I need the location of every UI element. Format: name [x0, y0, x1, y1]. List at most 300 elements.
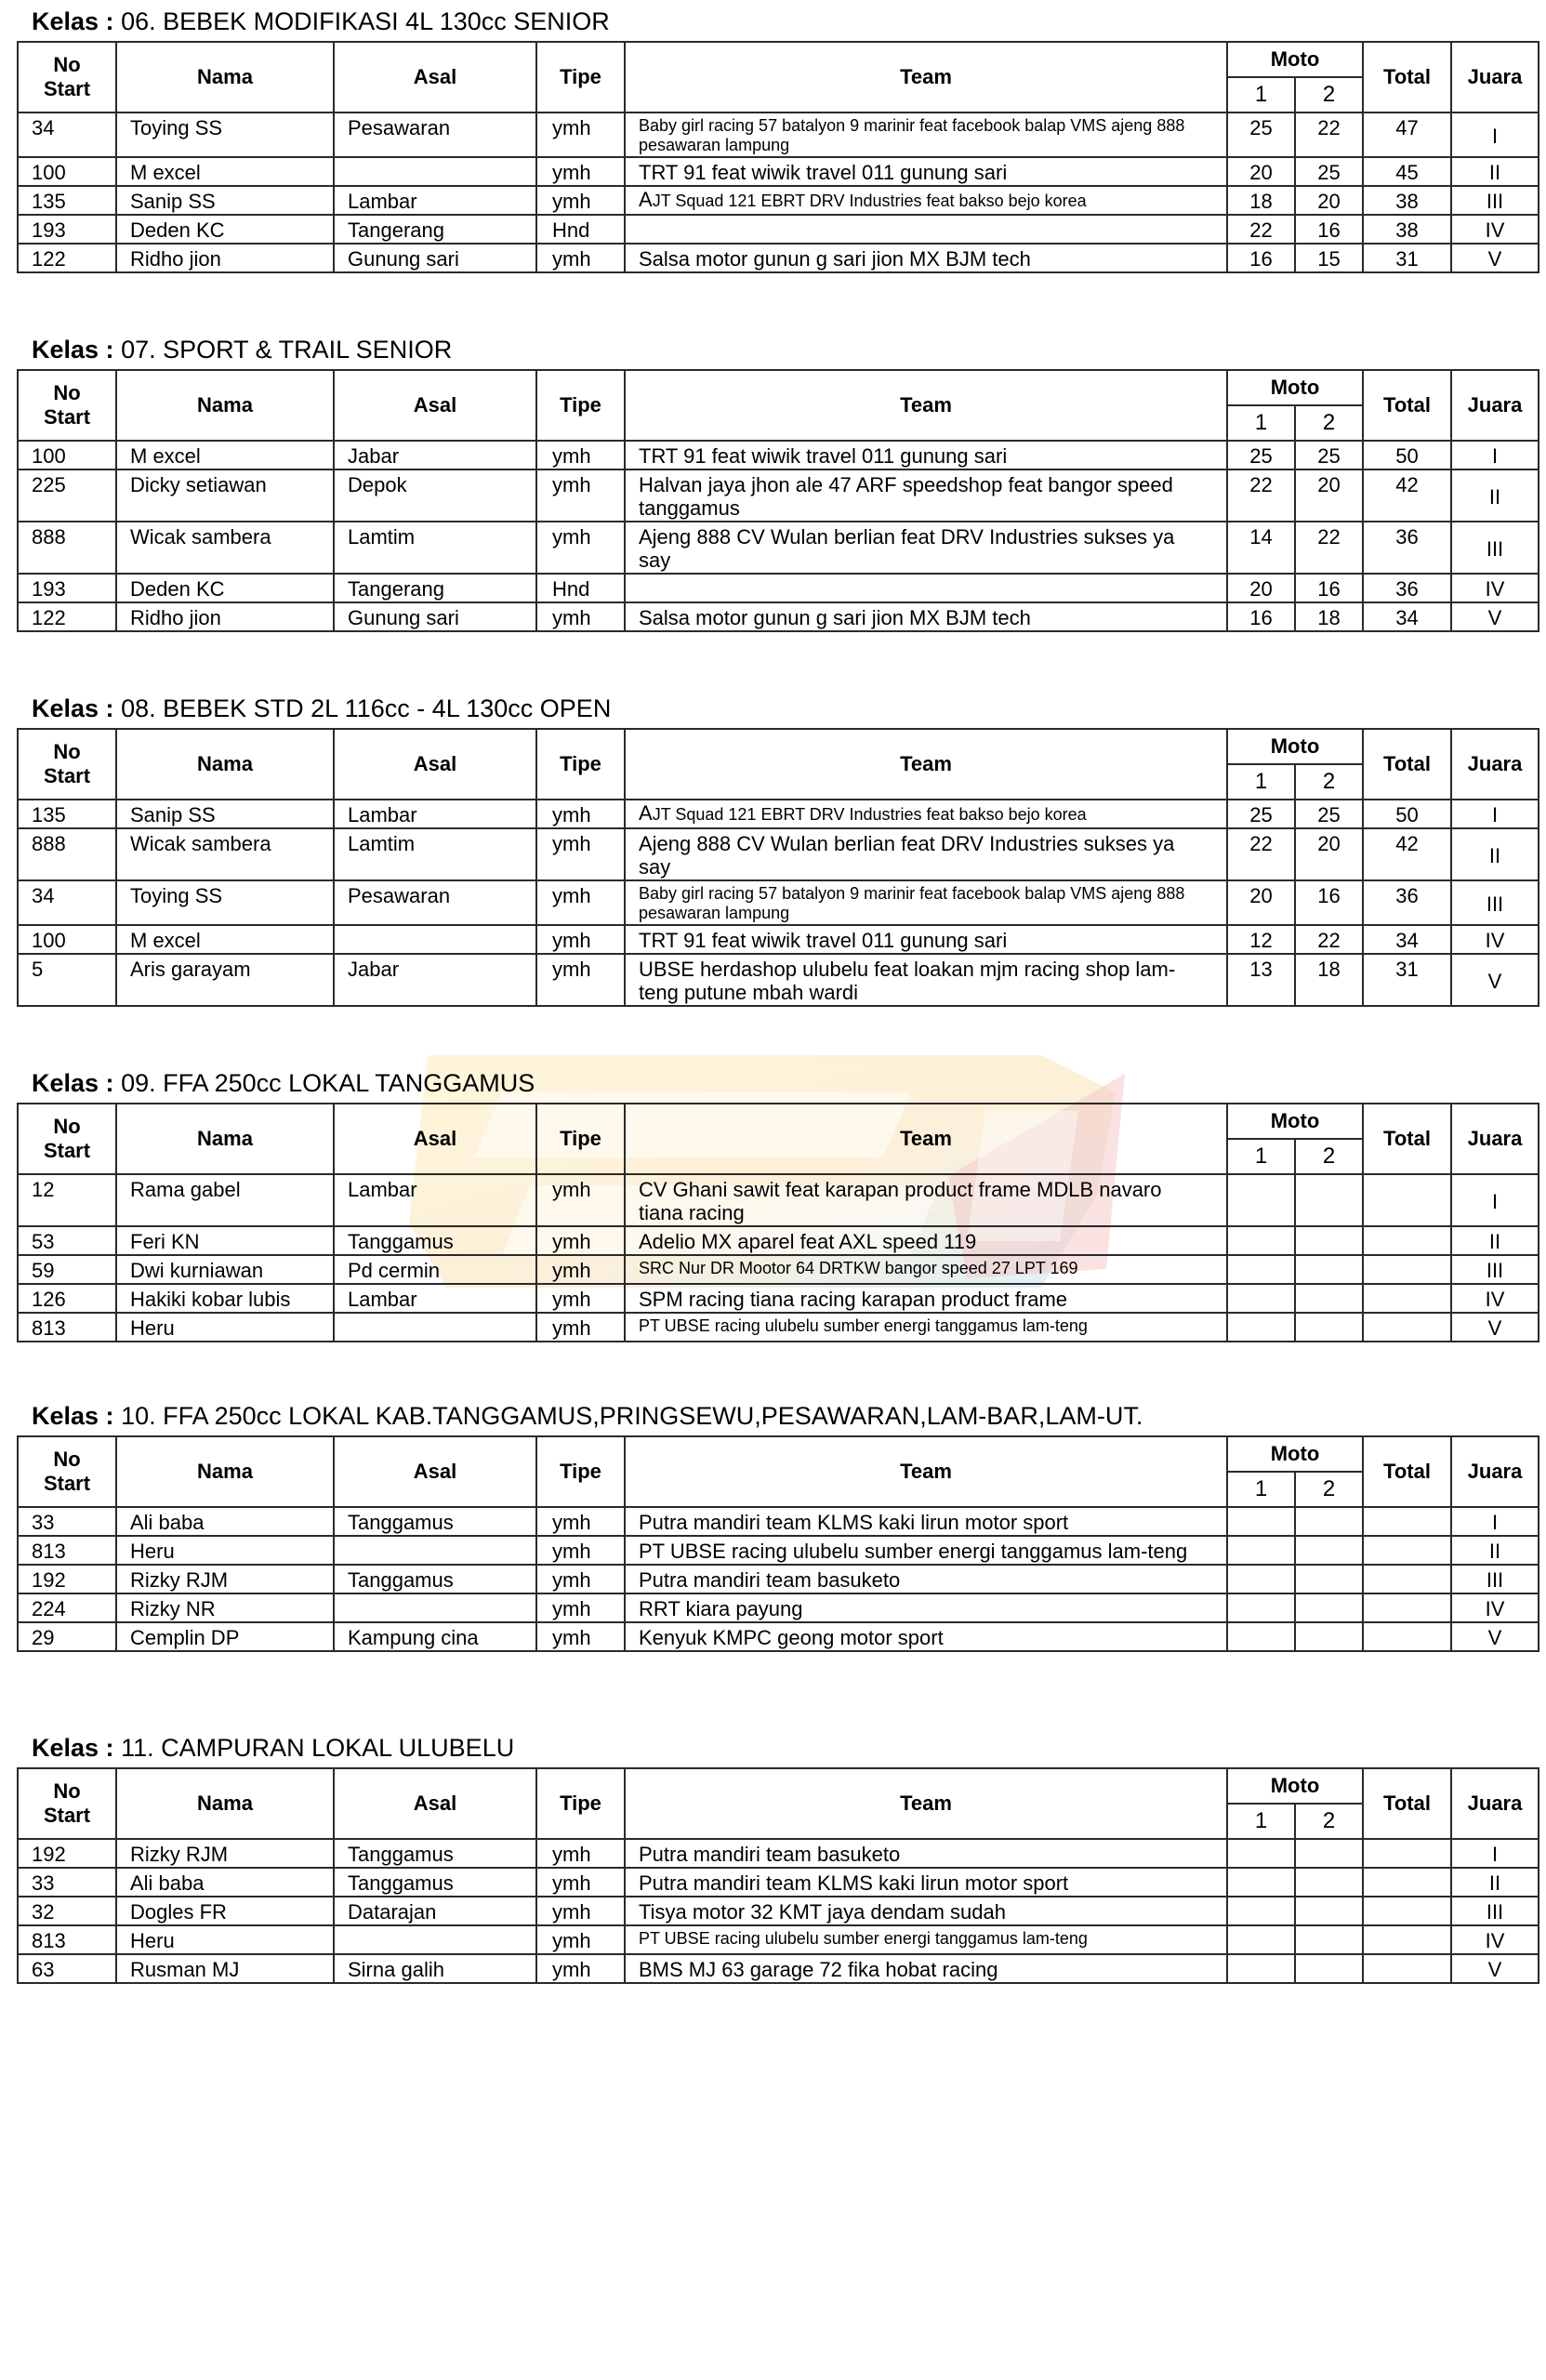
no-start: 135 — [18, 800, 116, 828]
moto-2-score — [1295, 1839, 1363, 1868]
moto-2-score: 22 — [1295, 925, 1363, 954]
origin: Gunung sari — [334, 602, 536, 631]
origin: Datarajan — [334, 1897, 536, 1925]
origin: Tanggamus — [334, 1565, 536, 1593]
total-score: 50 — [1363, 441, 1451, 469]
bike-type: ymh — [536, 244, 625, 272]
class-title: Kelas : 10. FFA 250cc LOKAL KAB.TANGGAMUS,PRINGSEWU,PESAWARAN,LAM-BAR,LAM-UT. — [32, 1402, 1143, 1430]
col-moto-2: 2 — [1295, 764, 1363, 800]
col-moto-1: 1 — [1227, 1472, 1295, 1507]
results-table — [17, 1767, 1539, 1984]
table-row — [18, 1868, 1539, 1897]
col-moto: Moto — [1227, 370, 1363, 405]
col-no-start: No Start — [18, 729, 116, 800]
team-name: PT UBSE racing ulubelu sumber energi tanggamus lam-teng — [625, 1925, 1227, 1954]
no-start: 33 — [18, 1868, 116, 1897]
team-name: UBSE herdashop ulubelu feat loakan mjm racing shop lam-teng putune mbah wardi — [625, 954, 1227, 1006]
col-total: Total — [1363, 370, 1451, 441]
origin: Lamtim — [334, 522, 536, 574]
total-score: 47 — [1363, 112, 1451, 157]
bike-type: ymh — [536, 1897, 625, 1925]
rider-name: Ridho jion — [116, 244, 334, 272]
team-name: Salsa motor gunun g sari jion MX BJM tech — [625, 602, 1227, 631]
bike-type: ymh — [536, 602, 625, 631]
moto-1-score — [1227, 1507, 1295, 1536]
total-score: 36 — [1363, 522, 1451, 574]
col-total: Total — [1363, 1104, 1451, 1174]
moto-1-score: 25 — [1227, 112, 1295, 157]
moto-2-score: 20 — [1295, 828, 1363, 880]
col-nama: Nama — [116, 42, 334, 112]
col-juara: Juara — [1451, 1768, 1539, 1839]
team-name — [625, 574, 1227, 602]
moto-2-score — [1295, 1954, 1363, 1983]
total-score — [1363, 1954, 1451, 1983]
bike-type: ymh — [536, 954, 625, 1006]
col-asal: Asal — [334, 1768, 536, 1839]
col-team: Team — [625, 42, 1227, 112]
rank: III — [1451, 1255, 1539, 1284]
no-start: 193 — [18, 574, 116, 602]
bike-type: ymh — [536, 1622, 625, 1651]
total-score: 31 — [1363, 954, 1451, 1006]
moto-1-score — [1227, 1954, 1295, 1983]
moto-2-score — [1295, 1622, 1363, 1651]
total-score — [1363, 1925, 1451, 1954]
col-moto-1: 1 — [1227, 764, 1295, 800]
team-name: AJT Squad 121 EBRT DRV Industries feat bakso bejo korea — [625, 800, 1227, 828]
class-title: Kelas : 06. BEBEK MODIFIKASI 4L 130cc SENIOR — [32, 7, 610, 35]
no-start: 888 — [18, 522, 116, 574]
col-tipe: Tipe — [536, 729, 625, 800]
moto-2-score: 18 — [1295, 954, 1363, 1006]
rank: IV — [1451, 215, 1539, 244]
total-score — [1363, 1536, 1451, 1565]
origin: Tanggamus — [334, 1226, 536, 1255]
origin — [334, 1313, 536, 1342]
rank: II — [1451, 157, 1539, 186]
col-asal: Asal — [334, 1436, 536, 1507]
table-row — [18, 1255, 1539, 1284]
no-start: 100 — [18, 157, 116, 186]
moto-2-score: 16 — [1295, 215, 1363, 244]
rider-name: Hakiki kobar lubis — [116, 1284, 334, 1313]
moto-2-score: 16 — [1295, 880, 1363, 925]
results-table — [17, 728, 1539, 1007]
col-no-start: No Start — [18, 1104, 116, 1174]
no-start: 34 — [18, 112, 116, 157]
total-score: 34 — [1363, 925, 1451, 954]
team-name: PT UBSE racing ulubelu sumber energi tanggamus lam-teng — [625, 1313, 1227, 1342]
total-score — [1363, 1897, 1451, 1925]
moto-1-score: 25 — [1227, 441, 1295, 469]
table-row — [18, 186, 1539, 215]
col-team: Team — [625, 1768, 1227, 1839]
rider-name: Heru — [116, 1925, 334, 1954]
col-tipe: Tipe — [536, 1436, 625, 1507]
moto-1-score — [1227, 1565, 1295, 1593]
moto-2-score — [1295, 1925, 1363, 1954]
rank: I — [1451, 800, 1539, 828]
team-name: Salsa motor gunun g sari jion MX BJM tech — [625, 244, 1227, 272]
table-row — [18, 574, 1539, 602]
bike-type: ymh — [536, 1507, 625, 1536]
table-row — [18, 1897, 1539, 1925]
class-section-09 — [17, 1069, 1538, 1342]
rank: V — [1451, 954, 1539, 1006]
origin: Gunung sari — [334, 244, 536, 272]
team-name: Halvan jaya jhon ale 47 ARF speedshop feat bangor speed tanggamus — [625, 469, 1227, 522]
moto-1-score: 14 — [1227, 522, 1295, 574]
col-team: Team — [625, 729, 1227, 800]
rider-name: Ali baba — [116, 1507, 334, 1536]
table-row — [18, 800, 1539, 828]
moto-2-score — [1295, 1174, 1363, 1226]
rank: I — [1451, 112, 1539, 157]
team-name: Kenyuk KMPC geong motor sport — [625, 1622, 1227, 1651]
rider-name: Rizky RJM — [116, 1565, 334, 1593]
no-start: 63 — [18, 1954, 116, 1983]
class-section-08 — [17, 694, 1538, 1007]
col-asal: Asal — [334, 42, 536, 112]
col-juara: Juara — [1451, 1104, 1539, 1174]
col-moto-2: 2 — [1295, 77, 1363, 112]
col-total: Total — [1363, 729, 1451, 800]
moto-2-score — [1295, 1897, 1363, 1925]
rank: III — [1451, 880, 1539, 925]
no-start: 813 — [18, 1925, 116, 1954]
bike-type: ymh — [536, 1954, 625, 1983]
total-score: 38 — [1363, 215, 1451, 244]
table-row — [18, 1622, 1539, 1651]
moto-1-score: 22 — [1227, 828, 1295, 880]
moto-1-score — [1227, 1226, 1295, 1255]
origin: Tanggamus — [334, 1839, 536, 1868]
col-team: Team — [625, 1436, 1227, 1507]
no-start: 122 — [18, 244, 116, 272]
moto-1-score — [1227, 1313, 1295, 1342]
rider-name: Cemplin DP — [116, 1622, 334, 1651]
rider-name: Feri KN — [116, 1226, 334, 1255]
rider-name: Toying SS — [116, 880, 334, 925]
origin: Jabar — [334, 441, 536, 469]
table-row — [18, 1565, 1539, 1593]
col-moto: Moto — [1227, 42, 1363, 77]
moto-1-score — [1227, 1622, 1295, 1651]
col-total: Total — [1363, 42, 1451, 112]
rank: IV — [1451, 1284, 1539, 1313]
table-row — [18, 522, 1539, 574]
no-start: 59 — [18, 1255, 116, 1284]
total-score: 50 — [1363, 800, 1451, 828]
rank: II — [1451, 828, 1539, 880]
table-row — [18, 954, 1539, 1006]
moto-2-score: 25 — [1295, 157, 1363, 186]
bike-type: ymh — [536, 1839, 625, 1868]
origin — [334, 157, 536, 186]
team-name: CV Ghani sawit feat karapan product frame MDLB navaro tiana racing — [625, 1174, 1227, 1226]
bike-type: Hnd — [536, 574, 625, 602]
col-tipe: Tipe — [536, 1104, 625, 1174]
rank: V — [1451, 602, 1539, 631]
total-score — [1363, 1313, 1451, 1342]
team-name: Baby girl racing 57 batalyon 9 marinir feat facebook balap VMS ajeng 888 pesawaran lampung — [625, 880, 1227, 925]
total-score — [1363, 1622, 1451, 1651]
moto-2-score — [1295, 1284, 1363, 1313]
no-start: 33 — [18, 1507, 116, 1536]
rider-name: Rizky RJM — [116, 1839, 334, 1868]
bike-type: ymh — [536, 186, 625, 215]
rank: II — [1451, 469, 1539, 522]
origin: Tangerang — [334, 215, 536, 244]
col-tipe: Tipe — [536, 1768, 625, 1839]
rider-name: M excel — [116, 157, 334, 186]
rank: I — [1451, 441, 1539, 469]
rank: I — [1451, 1839, 1539, 1868]
table-row — [18, 880, 1539, 925]
moto-2-score — [1295, 1565, 1363, 1593]
moto-1-score — [1227, 1593, 1295, 1622]
table-row — [18, 215, 1539, 244]
team-name: AJT Squad 121 EBRT DRV Industries feat bakso bejo korea — [625, 186, 1227, 215]
col-nama: Nama — [116, 1104, 334, 1174]
moto-1-score: 20 — [1227, 880, 1295, 925]
col-tipe: Tipe — [536, 42, 625, 112]
no-start: 813 — [18, 1536, 116, 1565]
moto-2-score: 20 — [1295, 469, 1363, 522]
rank: II — [1451, 1868, 1539, 1897]
rider-name: Wicak sambera — [116, 828, 334, 880]
bike-type: ymh — [536, 800, 625, 828]
moto-2-score — [1295, 1226, 1363, 1255]
team-name: TRT 91 feat wiwik travel 011 gunung sari — [625, 441, 1227, 469]
origin — [334, 1593, 536, 1622]
total-score — [1363, 1174, 1451, 1226]
origin: Kampung cina — [334, 1622, 536, 1651]
total-score: 36 — [1363, 880, 1451, 925]
moto-2-score — [1295, 1507, 1363, 1536]
rider-name: Sanip SS — [116, 800, 334, 828]
moto-2-score — [1295, 1593, 1363, 1622]
total-score — [1363, 1565, 1451, 1593]
results-table — [17, 1435, 1539, 1652]
col-no-start: No Start — [18, 1768, 116, 1839]
rider-name: Ali baba — [116, 1868, 334, 1897]
total-score: 36 — [1363, 574, 1451, 602]
rank: III — [1451, 522, 1539, 574]
col-total: Total — [1363, 1436, 1451, 1507]
bike-type: ymh — [536, 157, 625, 186]
rank: III — [1451, 1897, 1539, 1925]
origin: Jabar — [334, 954, 536, 1006]
bike-type: ymh — [536, 441, 625, 469]
origin: Lambar — [334, 1174, 536, 1226]
table-row — [18, 925, 1539, 954]
team-name: Ajeng 888 CV Wulan berlian feat DRV Industries sukses ya say — [625, 522, 1227, 574]
rider-name: Wicak sambera — [116, 522, 334, 574]
no-start: 813 — [18, 1313, 116, 1342]
moto-1-score: 13 — [1227, 954, 1295, 1006]
rider-name: Dwi kurniawan — [116, 1255, 334, 1284]
moto-1-score: 20 — [1227, 157, 1295, 186]
col-asal: Asal — [334, 729, 536, 800]
col-no-start: No Start — [18, 1436, 116, 1507]
class-title: Kelas : 07. SPORT & TRAIL SENIOR — [32, 336, 453, 364]
no-start: 192 — [18, 1839, 116, 1868]
origin: Lambar — [334, 1284, 536, 1313]
table-row — [18, 1925, 1539, 1954]
origin: Tanggamus — [334, 1868, 536, 1897]
moto-1-score: 22 — [1227, 215, 1295, 244]
col-juara: Juara — [1451, 1436, 1539, 1507]
total-score — [1363, 1284, 1451, 1313]
moto-1-score — [1227, 1925, 1295, 1954]
bike-type: ymh — [536, 1313, 625, 1342]
moto-1-score — [1227, 1284, 1295, 1313]
class-section-07 — [17, 336, 1538, 632]
team-name: RRT kiara payung — [625, 1593, 1227, 1622]
col-no-start: No Start — [18, 370, 116, 441]
no-start: 193 — [18, 215, 116, 244]
class-section-11 — [17, 1734, 1538, 1984]
bike-type: ymh — [536, 1226, 625, 1255]
bike-type: ymh — [536, 522, 625, 574]
team-name: Ajeng 888 CV Wulan berlian feat DRV Industries sukses ya say — [625, 828, 1227, 880]
col-moto-1: 1 — [1227, 405, 1295, 441]
rider-name: M excel — [116, 441, 334, 469]
rider-name: Rama gabel — [116, 1174, 334, 1226]
origin: Lamtim — [334, 828, 536, 880]
origin — [334, 925, 536, 954]
bike-type: ymh — [536, 1536, 625, 1565]
bike-type: ymh — [536, 925, 625, 954]
total-score — [1363, 1593, 1451, 1622]
table-row — [18, 1507, 1539, 1536]
rider-name: Rizky NR — [116, 1593, 334, 1622]
rider-name: Aris garayam — [116, 954, 334, 1006]
rider-name: Heru — [116, 1313, 334, 1342]
moto-2-score: 22 — [1295, 112, 1363, 157]
moto-2-score — [1295, 1536, 1363, 1565]
bike-type: ymh — [536, 112, 625, 157]
rider-name: Dogles FR — [116, 1897, 334, 1925]
no-start: 192 — [18, 1565, 116, 1593]
origin: Depok — [334, 469, 536, 522]
rider-name: Dicky setiawan — [116, 469, 334, 522]
no-start: 53 — [18, 1226, 116, 1255]
col-moto-2: 2 — [1295, 1804, 1363, 1839]
total-score: 38 — [1363, 186, 1451, 215]
rider-name: Heru — [116, 1536, 334, 1565]
class-title: Kelas : 11. CAMPURAN LOKAL ULUBELU — [32, 1734, 515, 1762]
team-name — [625, 215, 1227, 244]
bike-type: ymh — [536, 1284, 625, 1313]
table-row — [18, 1536, 1539, 1565]
col-team: Team — [625, 1104, 1227, 1174]
origin: Tanggamus — [334, 1507, 536, 1536]
moto-2-score: 16 — [1295, 574, 1363, 602]
rank: I — [1451, 1507, 1539, 1536]
bike-type: ymh — [536, 469, 625, 522]
table-row — [18, 441, 1539, 469]
moto-1-score: 22 — [1227, 469, 1295, 522]
no-start: 12 — [18, 1174, 116, 1226]
no-start: 100 — [18, 441, 116, 469]
rider-name: M excel — [116, 925, 334, 954]
team-name: PT UBSE racing ulubelu sumber energi tanggamus lam-teng — [625, 1536, 1227, 1565]
moto-1-score: 12 — [1227, 925, 1295, 954]
moto-1-score — [1227, 1839, 1295, 1868]
moto-2-score: 25 — [1295, 800, 1363, 828]
origin: Lambar — [334, 186, 536, 215]
moto-2-score — [1295, 1313, 1363, 1342]
moto-2-score — [1295, 1255, 1363, 1284]
no-start: 29 — [18, 1622, 116, 1651]
team-name: Adelio MX aparel feat AXL speed 119 — [625, 1226, 1227, 1255]
col-moto-2: 2 — [1295, 1139, 1363, 1174]
col-no-start: No Start — [18, 42, 116, 112]
col-nama: Nama — [116, 1436, 334, 1507]
moto-1-score — [1227, 1536, 1295, 1565]
col-moto: Moto — [1227, 1436, 1363, 1472]
col-nama: Nama — [116, 1768, 334, 1839]
total-score: 34 — [1363, 602, 1451, 631]
team-name: Putra mandiri team KLMS kaki lirun motor sport — [625, 1507, 1227, 1536]
col-moto: Moto — [1227, 729, 1363, 764]
col-team: Team — [625, 370, 1227, 441]
total-score: 42 — [1363, 469, 1451, 522]
moto-2-score: 20 — [1295, 186, 1363, 215]
total-score — [1363, 1507, 1451, 1536]
total-score: 42 — [1363, 828, 1451, 880]
col-moto-2: 2 — [1295, 1472, 1363, 1507]
col-juara: Juara — [1451, 729, 1539, 800]
bike-type: ymh — [536, 1565, 625, 1593]
bike-type: ymh — [536, 1868, 625, 1897]
moto-1-score: 25 — [1227, 800, 1295, 828]
bike-type: ymh — [536, 828, 625, 880]
rider-name: Ridho jion — [116, 602, 334, 631]
rank: V — [1451, 244, 1539, 272]
team-name: TRT 91 feat wiwik travel 011 gunung sari — [625, 925, 1227, 954]
team-name: SPM racing tiana racing karapan product frame — [625, 1284, 1227, 1313]
table-row — [18, 157, 1539, 186]
total-score — [1363, 1868, 1451, 1897]
rank: IV — [1451, 574, 1539, 602]
moto-1-score — [1227, 1255, 1295, 1284]
rank: II — [1451, 1536, 1539, 1565]
no-start: 224 — [18, 1593, 116, 1622]
table-row — [18, 1226, 1539, 1255]
bike-type: Hnd — [536, 215, 625, 244]
moto-1-score: 16 — [1227, 244, 1295, 272]
results-table — [17, 369, 1539, 632]
no-start: 5 — [18, 954, 116, 1006]
total-score: 45 — [1363, 157, 1451, 186]
total-score: 31 — [1363, 244, 1451, 272]
col-moto-1: 1 — [1227, 77, 1295, 112]
table-row — [18, 828, 1539, 880]
rank: IV — [1451, 1925, 1539, 1954]
rank: IV — [1451, 1593, 1539, 1622]
team-name: Putra mandiri team basuketo — [625, 1839, 1227, 1868]
col-asal: Asal — [334, 1104, 536, 1174]
no-start: 888 — [18, 828, 116, 880]
origin: Lambar — [334, 800, 536, 828]
rider-name: Deden KC — [116, 574, 334, 602]
no-start: 100 — [18, 925, 116, 954]
no-start: 34 — [18, 880, 116, 925]
